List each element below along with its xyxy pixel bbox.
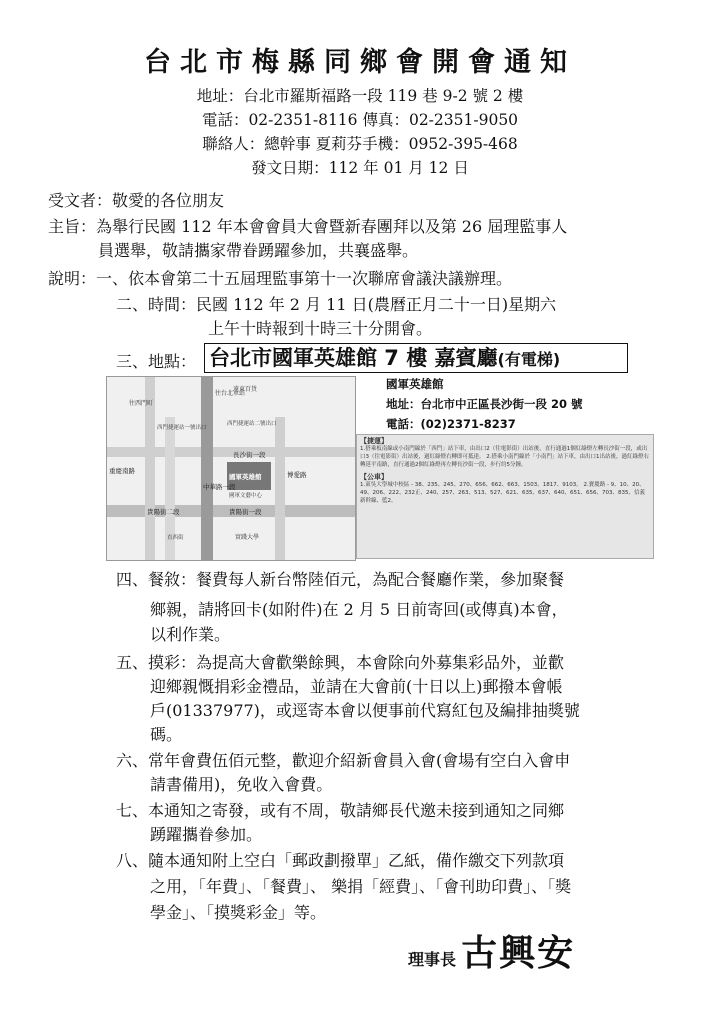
explanation-item-8-line-3: 學金」、「摸獎彩金」等。 bbox=[150, 903, 327, 922]
venue-info-phone: 電話：(02)2371-8237 bbox=[386, 417, 516, 431]
transit-text: 1.搭乘板南線或小南門線於「西門」站下車，由出口2（往電影街）出站後，直行通過1個紅綠燈左轉長沙街一段，或出口3（往電影街）出站後，過紅綠燈右轉即可抵達。 2.搭乘小南門線於「小南門」站下車，由出口1出站後，過紅綠燈右轉延平南路，直行通過2個紅綠燈再左轉長沙街一段，步行約5分鐘。 bbox=[360, 446, 649, 468]
subject-line-1: 主旨：為舉行民國 112 年本會會員大會暨新春團拜以及第 26 屆理監事人 bbox=[48, 217, 568, 236]
map-graphic bbox=[107, 377, 355, 560]
recipient-line: 受文者：敬愛的各位朋友 bbox=[48, 191, 225, 210]
subject-line-2: 員選舉，敬請攜家帶眷踴躍參加，共襄盛舉。 bbox=[98, 241, 419, 260]
explanation-item-4-line-1: 四、餐敘：餐費每人新台幣陸佰元，為配合餐廳作業，參加聚餐 bbox=[116, 570, 565, 589]
venue-info-name: 國軍英雄館 bbox=[386, 377, 444, 391]
map-label-culture: 國軍文藝中心 bbox=[229, 493, 263, 499]
header-phone: 電話：02-2351-8116 傳真：02-2351-9050 bbox=[201, 111, 519, 129]
bus-text: 1.東吳大學城中校區 - 38、235、245、270、656、662、663、1503、1817、9103。 2.寶慶路 - 9、10、20、49、206、222、232正、240、257、263、513、527、621、635、637、640、651、656、703、835、信義新幹線、藍2。 bbox=[360, 482, 645, 504]
explanation-item-4-line-2: 鄉親，請將回卡(如附件)在 2 月 5 日前寄回(或傳真)本會， bbox=[150, 600, 568, 619]
explanation-item-3-label: 三、地點： bbox=[116, 352, 197, 371]
map-label-guiyang-left: 貴陽街二段 bbox=[147, 508, 180, 516]
venue-main: 台北市國軍英雄館 7 樓 嘉賓廳 bbox=[209, 346, 498, 370]
explanation-item-2-line-2: 上午十時報到十時三十分開會。 bbox=[208, 319, 433, 338]
map-label-street-mid: 中華路一段 bbox=[203, 483, 236, 491]
signature-name: 古興安 bbox=[461, 932, 576, 974]
header-address: 地址：台北市羅斯福路一段 119 巷 9-2 號 2 樓 bbox=[196, 87, 524, 105]
signature-role: 理事長 bbox=[408, 950, 457, 969]
map-label-taipei-station: 往台北車站 bbox=[215, 390, 246, 397]
map-label-changsha: 長沙街一段 bbox=[233, 451, 266, 459]
transit-heading: 【捷運】 bbox=[360, 437, 388, 445]
explanation-item-5-line-4: 碼。 bbox=[150, 725, 183, 744]
explanation-item-2-line-1: 二、時間：民國 112 年 2 月 11 日(農曆正月二十一日)星期六 bbox=[116, 295, 557, 314]
location-map bbox=[106, 376, 356, 561]
explanation-item-6-line-1: 六、常年會費伍佰元整，歡迎介紹新會員入會(會場有空白入會申 bbox=[116, 751, 571, 770]
explanation-item-6-line-2: 請書備用)，免收入會費。 bbox=[150, 775, 333, 794]
bus-heading: 【公車】 bbox=[360, 473, 388, 481]
map-label-street-left: 重慶南路 bbox=[109, 467, 135, 475]
explanation-item-1: 說明：一、依本會第二十五屆理監事第十一次聯席會議決議辦理。 bbox=[48, 269, 513, 288]
map-label-street-right: 博愛路 bbox=[287, 471, 307, 479]
map-label-store: 遠東百貨 bbox=[233, 386, 258, 393]
explanation-item-5-line-3: 戶(01337977)，或逕寄本會以便事前代寫紅包及編排抽獎號 bbox=[150, 701, 580, 720]
signature-block bbox=[408, 925, 575, 976]
explanation-item-4-line-3: 以利作業。 bbox=[150, 625, 231, 644]
explanation-item-8-line-2: 之用，「年費」、「餐費」、 樂捐「經費」、「會刊助印費」、「獎 bbox=[150, 877, 572, 896]
header-date: 發文日期：112 年 01 月 12 日 bbox=[251, 159, 469, 177]
explanation-item-8-line-1: 八、隨本通知附上空白「郵政劃撥單」乙紙，備作繳交下列款項 bbox=[116, 851, 565, 870]
map-label-guiyang-right: 貴陽街一段 bbox=[229, 508, 262, 516]
map-label-xiamen: 直西街 bbox=[167, 535, 184, 541]
venue-box bbox=[204, 343, 628, 373]
venue-note: (有電梯) bbox=[497, 350, 561, 369]
venue-info-address: 地址：台北市中正區長沙街一段 20 號 bbox=[386, 397, 583, 411]
map-label-ximending: 往西門町 bbox=[129, 400, 154, 407]
transit-box bbox=[356, 434, 654, 559]
explanation-item-5-line-1: 五、摸彩：為提高大會歡樂餘興，本會除向外募集彩品外，並歡 bbox=[116, 653, 565, 672]
header-contact: 聯絡人：總幹事 夏莉芬手機：0952-395-468 bbox=[202, 135, 518, 153]
explanation-item-7-line-2: 踴躍攜眷參加。 bbox=[150, 825, 263, 844]
map-label-ximen1: 西門捷運站一號出口 bbox=[157, 425, 207, 431]
notice-title: 台北市梅縣同鄉會開會通知 bbox=[144, 47, 576, 78]
map-label-hero-hall: 國軍英雄館 bbox=[229, 473, 262, 481]
explanation-item-7-line-1: 七、本通知之寄發，或有不周，敬請鄉長代邀未接到通知之同鄉 bbox=[116, 801, 565, 820]
venue-info bbox=[356, 376, 656, 559]
map-label-ximen2: 西門捷運站二號出口 bbox=[227, 421, 277, 427]
explanation-item-5-line-2: 迎鄉親慨捐彩金禮品，並請在大會前(十日以上)郵撥本會帳 bbox=[150, 677, 563, 696]
map-label-university: 實踐大學 bbox=[235, 534, 260, 541]
